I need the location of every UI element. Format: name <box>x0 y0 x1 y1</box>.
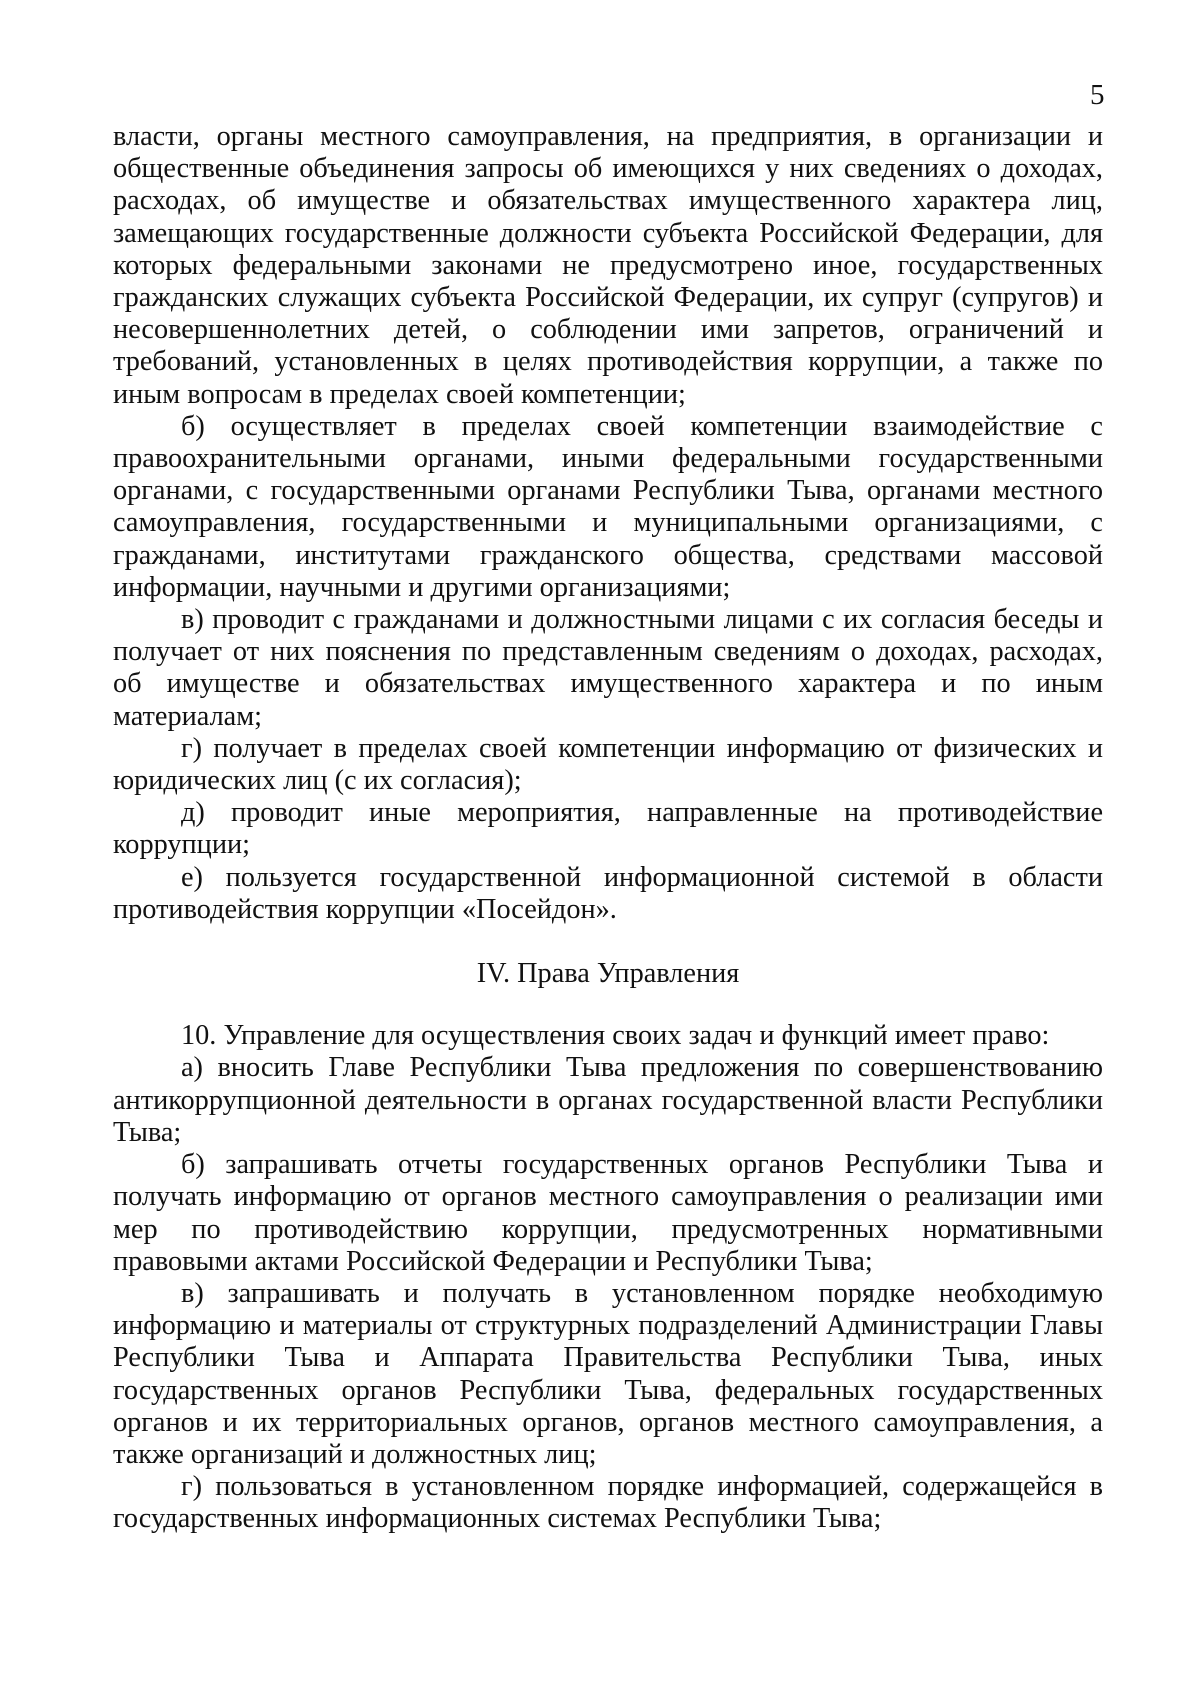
section-heading: IV. Права Управления <box>476 958 740 990</box>
list-item-b: б) осуществляет в пределах своей компетенции взаимодействие с правоохранительными органами, иными федеральными государственными органами, с государственными органами Республики Тыва, органами местного самоуправления, государственными и муниципальными организациями, с гражданами, институтами гражданского общества, средствами массовой информации, научными и другими организациями; <box>113 410 1103 603</box>
spacer <box>113 990 1103 1020</box>
list-item-v: в) проводит с гражданами и должностными лицами с их согласия беседы и получает от них пояснения по представленным сведениям о доходах, расходах, об имуществе и обязательствах имущественного характера и по иным материалам; <box>113 604 1103 732</box>
list-item-d: д) проводит иные мероприятия, направленные на противодействие коррупции; <box>113 797 1103 861</box>
clause-intro: 10. Управление для осуществления своих задач и функций имеет право: <box>181 1020 1050 1052</box>
document-body <box>113 121 1103 1536</box>
right-item-b: б) запрашивать отчеты государственных органов Республики Тыва и получать информацию от органов местного самоуправления о реализации ими мер по противодействию коррупции, предусмотренных нормативными правовыми актами Российской Федерации и Республики Тыва; <box>113 1149 1103 1277</box>
right-item-v: в) запрашивать и получать в установленном порядке необходимую информацию и материалы от структурных подразделений Администрации Главы Республики Тыва и Аппарата Правительства Республики Тыва, иных государственных органов Республики Тыва, федеральных государственных органов и их территориальных органов, органов местного самоуправления, а также организаций и должностных лиц; <box>113 1277 1103 1470</box>
spacer <box>113 926 1103 958</box>
list-item-e: е) пользуется государственной информационной системой в области противодействия коррупции «Посейдон». <box>113 861 1103 925</box>
right-item-g: г) пользоваться в установленном порядке информацией, содержащейся в государственных информационных системах Республики Тыва; <box>113 1471 1103 1535</box>
list-item-g: г) получает в пределах своей компетенции информацию от физических и юридических лиц (с их согласия); <box>113 732 1103 797</box>
page-number: 5 <box>1090 79 1105 111</box>
paragraph-continuation: власти, органы местного самоуправления, на предприятия, в организации и общественные объединения запросы об имеющихся у них сведениях о доходах, расходах, об имуществе и обязательствах имущественного характера лиц, замещающих государственные должности субъекта Российской Федерации, для которых федеральными законами не предусмотрено иное, государственных гражданских служащих субъекта Российской Федерации, их супруг (супругов) и несовершеннолетних детей, о соблюдении ими запретов, ограничений и требований, установленных в целях противодействия коррупции, а также по иным вопросам в пределах своей компетенции; <box>113 121 1103 410</box>
right-item-a: а) вносить Главе Республики Тыва предложения по совершенствованию антикоррупционной деятельности в органах государственной власти Республики Тыва; <box>113 1052 1103 1148</box>
